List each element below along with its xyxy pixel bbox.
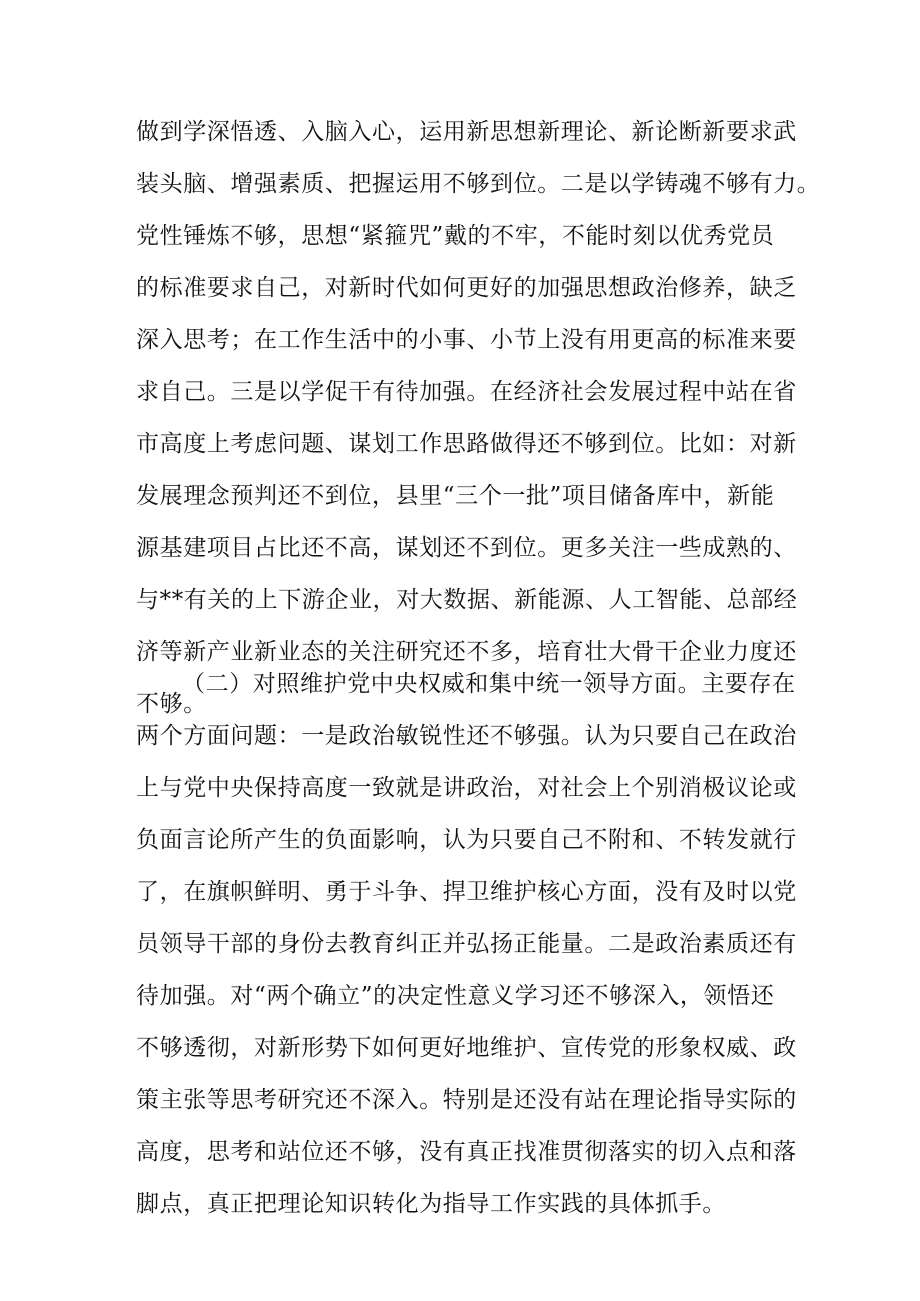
text-line: 高度，思考和站位还不够，没有真正找准贯彻落实的切入点和落: [136, 1139, 797, 1165]
text-line: 深入思考；在工作生活中的小事、小节上没有用更高的标准来要: [136, 327, 797, 353]
text-line: 负面言论所产生的负面影响，认为只要自己不附和、不转发就行: [136, 827, 797, 853]
text-line: 市高度上考虑问题、谋划工作思路做得还不够到位。比如：对新: [136, 431, 797, 457]
text-line: 做到学深悟透、入脑入心，运用新思想新理论、新论断新要求武: [136, 119, 797, 145]
text-line: 待加强。对“两个确立”的决定性意义学习还不够深入，领悟还: [136, 983, 775, 1009]
text-line: 不够。: [136, 691, 207, 717]
text-line: 济等新产业新业态的关注研究还不多，培育壮大骨干企业力度还: [136, 639, 797, 665]
paragraph-1: [136, 106, 821, 730]
text-line: 员领导干部的身份去教育纠正并弘扬正能量。二是政治素质还有: [136, 931, 797, 957]
text-line: 的标准要求自己，对新时代如何更好的加强思想政治修养，缺乏: [136, 275, 797, 301]
text-line: 装头脑、增强素质、把握运用不够到位。二是以学铸魂不够有力。: [136, 171, 821, 197]
text-line: 发展理念预判还不到位，县里“三个一批”项目储备库中，新能: [136, 483, 775, 509]
text-line: 两个方面问题：一是政治敏锐性还不够强。认为只要自己在政治: [136, 723, 797, 749]
text-line: 上与党中央保持高度一致就是讲政治，对社会上个别消极议论或: [136, 775, 797, 801]
paragraph-2: [136, 658, 816, 1230]
text-line: 了，在旗帜鲜明、勇于斗争、捍卫维护核心方面，没有及时以党: [136, 879, 797, 905]
text-line: 党性锤炼不够，思想“紧箍咒”戴的不牢，不能时刻以优秀党员: [136, 223, 775, 249]
text-line: 不够透彻，对新形势下如何更好地维护、宣传党的形象权威、政: [136, 1035, 797, 1061]
text-line: 与**有关的上下游企业，对大数据、新能源、人工智能、总部经: [136, 587, 798, 613]
text-line: 求自己。三是以学促干有待加强。在经济社会发展过程中站在省: [136, 379, 797, 405]
text-line: 策主张等思考研究还不深入。特别是还没有站在理论指导实际的: [136, 1087, 797, 1113]
text-line: 脚点，真正把理论知识转化为指导工作实践的具体抓手。: [136, 1191, 726, 1217]
text-line: 源基建项目占比还不高，谋划还不到位。更多关注一些成熟的、: [136, 535, 797, 561]
section-heading-line: （二）对照维护党中央权威和集中统一领导方面。主要存在: [182, 671, 796, 697]
